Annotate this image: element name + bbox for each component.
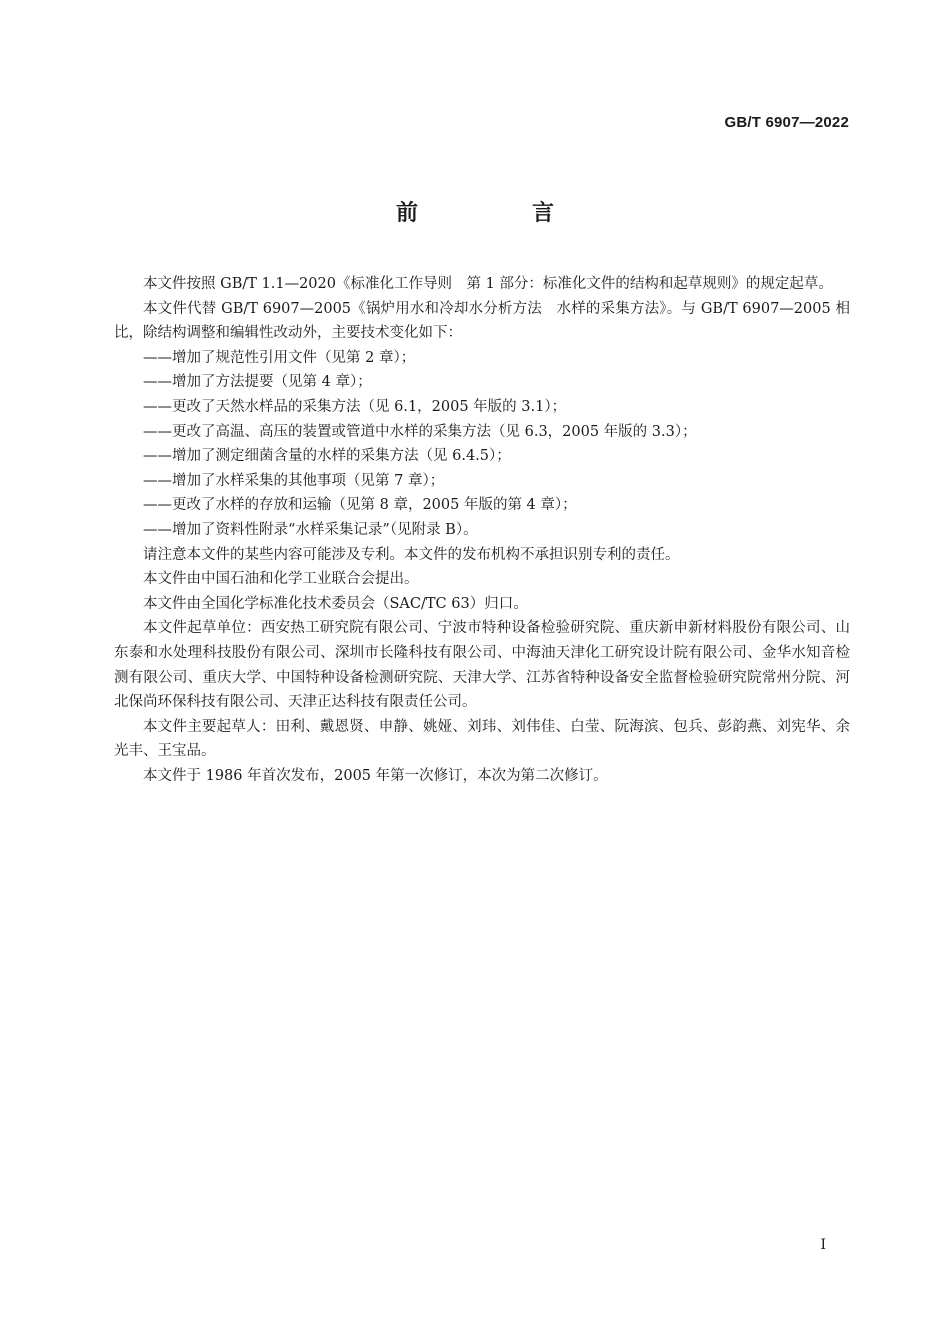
paragraph-proposed-by: 本文件由中国石油和化学工业联合会提出。	[143, 571, 419, 588]
change-item: ——增加了规范性引用文件（见第 2 章）；	[143, 349, 416, 366]
change-item: ——增加了测定细菌含量的水样的采集方法（见 6.4.5）；	[143, 448, 511, 465]
change-item: ——更改了高温、高压的装置或管道中水样的采集方法（见 6.3，2005 年版的 3.3）；	[143, 423, 697, 440]
paragraph-drafting-units: 本文件起草单位：西安热工研究院有限公司、宁波市特种设备检验研究院、重庆新申新材料股份有限公司、山东泰和水处理科技股份有限公司、深圳市长隆科技有限公司、中海油天津化工研究设计院有限公司、金华水知音检测有限公司、重庆大学、中国特种设备检测研究院、天津大学、江苏省特种设备安全监督检验研究院常州分院、河北保尚环保科技有限公司、天津正达科技有限责任公司。	[114, 620, 850, 711]
change-item: ——更改了水样的存放和运输（见第 8 章，2005 年版的第 4 章）；	[143, 497, 577, 514]
section-title: 前 言	[395, 201, 600, 226]
document-code: GB/T 6907—2022	[724, 114, 849, 131]
paragraph-drafting-rules: 本文件按照 GB/T 1.1—2020《标准化工作导则 第 1 部分：标准化文件的结构和起草规则》的规定起草。	[143, 276, 833, 292]
paragraph-publication-history: 本文件于 1986 年首次发布，2005 年第一次修订，本次为第二次修订。	[143, 767, 608, 784]
foreword-body	[114, 272, 850, 788]
change-item: ——增加了资料性附录“水样采集记录”（见附录 B）。	[143, 521, 478, 538]
change-item: ——更改了天然水样品的采集方法（见 6.1，2005 年版的 3.1）；	[143, 398, 567, 415]
paragraph-patent-notice: 请注意本文件的某些内容可能涉及专利。本文件的发布机构不承担识别专利的责任。	[143, 546, 680, 563]
paragraph-technical-committee: 本文件由全国化学标准化技术委员会（SAC/TC 63）归口。	[143, 595, 528, 612]
change-item: ——增加了方法提要（见第 4 章）；	[143, 374, 372, 391]
page-number: I	[820, 1237, 826, 1253]
paragraph-drafters: 本文件主要起草人：田利、戴恩贤、申静、姚娅、刘玮、刘伟佳、白莹、阮海滨、包兵、彭韵燕、刘宪华、余光丰、王宝品。	[114, 718, 850, 760]
paragraph-replacement: 本文件代替 GB/T 6907—2005《锅炉用水和冷却水分析方法 水样的采集方法》。与 GB/T 6907—2005 相比，除结构调整和编辑性改动外，主要技术变化如下：	[114, 300, 850, 342]
change-item: ——增加了水样采集的其他事项（见第 7 章）；	[143, 472, 445, 489]
